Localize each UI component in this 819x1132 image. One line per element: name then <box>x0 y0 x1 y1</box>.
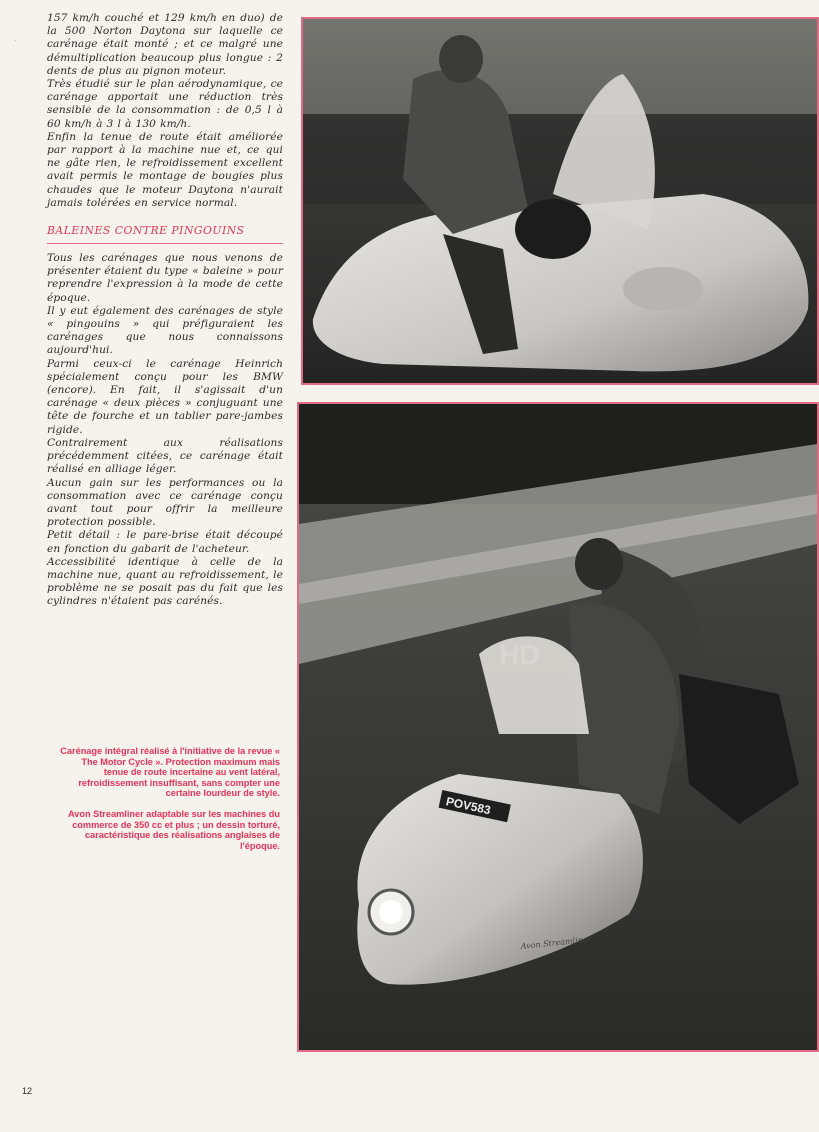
caption-top-photo: Carénage intégral réalisé à l'initiative de la revue « The Motor Cycle ». Protection maximum mais tenue de route incertaine au vent latéral, refroidissement insuffisant, sans compter une certaine lourdeur de style. <box>60 746 280 799</box>
heading-rule <box>47 243 283 244</box>
section-heading: BALEINES CONTRE PINGOUINS <box>47 224 245 238</box>
paragraph-section-3: Parmi ceux-ci le carénage Heinrich spécialement conçu pour les BMW (encore). En fait, il s'agissait d'un carénage « deux pièces » conjuguant une tête de fourche et un tablier pare-jambes rigide. <box>47 357 283 436</box>
page-number: 12 <box>22 1086 33 1096</box>
photo-captions <box>60 746 280 861</box>
streamliner-badge: Avon Streamliner <box>520 934 592 951</box>
paragraph-intro-1: 157 km/h couché et 129 km/h en duo) de la 500 Norton Daytona sur laquelle ce carénage était monté ; et ce malgré une démultiplication beaucoup plus longue : 2 dents de plus au pignon moteur. <box>47 12 283 77</box>
photo-avon-streamliner-image <box>299 404 817 1050</box>
paragraph-section-2: Il y eut également des carénages de style « pingouins » qui préfiguraient les carénages que nous connaissons aujourd'hui. <box>47 304 283 357</box>
caption-bottom-photo: Avon Streamliner adaptable sur les machines du commerce de 350 cc et plus ; un dessin torturé, caractéristique des réalisations anglaises de l'époque. <box>67 808 280 851</box>
watermark-text: HD <box>499 639 540 670</box>
photo-motor-cycle-fairing <box>301 17 819 385</box>
paragraph-intro-3: Enfin la tenue de route était améliorée par rapport à la machine nue et, ce qui ne gâte rien, le refroidissement excellent avait permis le montage de bougies plus chaudes que le moteur Daytona n'aurait jamais tolérées en service normal. <box>47 130 283 209</box>
paragraph-section-7: Accessibilité identique à celle de la machine nue, quant au refroidissement, le problème ne se posait pas du fait que les cylindres n'étaient pas carénés. <box>47 555 283 608</box>
article-column <box>47 12 283 609</box>
photo-motor-cycle-fairing-image <box>303 19 817 383</box>
license-plate: POV583 <box>444 794 492 818</box>
paragraph-section-6: Petit détail : le pare-brise était découpé en fonction du gabarit de l'acheteur. <box>47 529 283 555</box>
paragraph-section-5: Aucun gain sur les performances ou la consommation avec ce carénage conçu avant tout pour offrir la meilleure protection possible. <box>47 476 283 529</box>
photo-avon-streamliner <box>297 402 819 1052</box>
paragraph-section-4: Contrairement aux réalisations précédemment citées, ce carénage était réalisé en alliage léger. <box>47 436 283 476</box>
paragraph-intro-2: Très étudié sur le plan aérodynamique, ce carénage apportait une réduction très sensible de la consommation : de 0,5 l à 60 km/h à 3 l à 130 km/h. <box>47 78 283 130</box>
margin-mark: · <box>14 36 17 45</box>
paragraph-section-1: Tous les carénages que nous venons de présenter étaient du type « baleine » pour reprendre l'expression à la mode de cette époque. <box>47 252 283 304</box>
